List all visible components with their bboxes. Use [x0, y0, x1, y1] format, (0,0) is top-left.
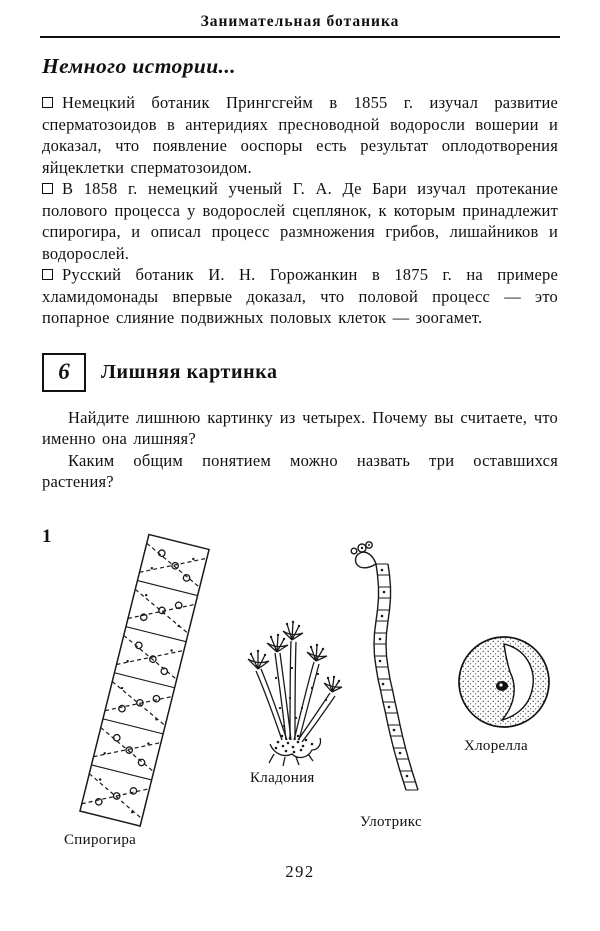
history-list [42, 92, 558, 329]
exercise-number: 6 [58, 359, 70, 384]
figure-area [0, 526, 600, 860]
history-item [42, 178, 558, 264]
figure-spirogyra [36, 532, 221, 848]
cladonia-illustration [228, 608, 348, 768]
exercise-title: Лишняя картинка [101, 360, 278, 383]
exercise-paragraph: Каким общим понятием можно назвать три оставшихся растения? [42, 450, 558, 491]
figure-chlorella [452, 630, 556, 754]
chlorella-illustration [452, 630, 556, 734]
history-item [42, 264, 558, 329]
figure-label-ulothrix: Улотрикс [360, 813, 422, 830]
history-section-title: Немного истории... [42, 54, 236, 78]
square-bullet-icon [42, 183, 53, 194]
running-header [40, 13, 560, 38]
square-bullet-icon [42, 269, 53, 280]
figure-label-spirogyra: Спирогира [64, 831, 137, 848]
figure-cladonia [228, 608, 348, 786]
exercise-paragraph: Найдите лишнюю картинку из четырех. Почему вы считаете, что именно она лишняя? [42, 407, 558, 448]
figure-ulothrix [338, 540, 428, 830]
exercise-heading [42, 353, 558, 392]
figure-label-cladonia: Кладония [250, 769, 315, 786]
square-bullet-icon [42, 97, 53, 108]
figure-label-chlorella: Хлорелла [464, 737, 529, 754]
spirogyra-illustration [36, 532, 221, 832]
figure-group-number: 1 [42, 525, 52, 547]
page-number: 292 [285, 861, 315, 881]
exercise-number-box [42, 353, 86, 392]
history-item-text: Немецкий ботаник Прингсгейм в 1855 г. изучал развитие сперматозоидов в антеридиях пресноводной водоросли вошерии и доказал, что появление ооспоры есть результат оплодотворения яйцеклетки сперматозоидом. [42, 93, 558, 177]
history-item [42, 92, 558, 178]
exercise-text [42, 407, 558, 493]
history-item-text: В 1858 г. немецкий ученый Г. А. Де Бари изучал протекание полового процесса у водорослей сцеплянок, к которым принадлежит спирогира, и описал процесс размножения грибов, лишайников и водорослей. [42, 179, 558, 263]
running-header-title: Занимательная ботаника [200, 13, 400, 30]
history-item-text: Русский ботаник И. Н. Горожанкин в 1875 г. на примере хламидомонады впервые доказал, что половой процесс — это попарное слияние подвижных половых клеток — зоогамет. [42, 265, 558, 327]
ulothrix-illustration [338, 540, 428, 802]
